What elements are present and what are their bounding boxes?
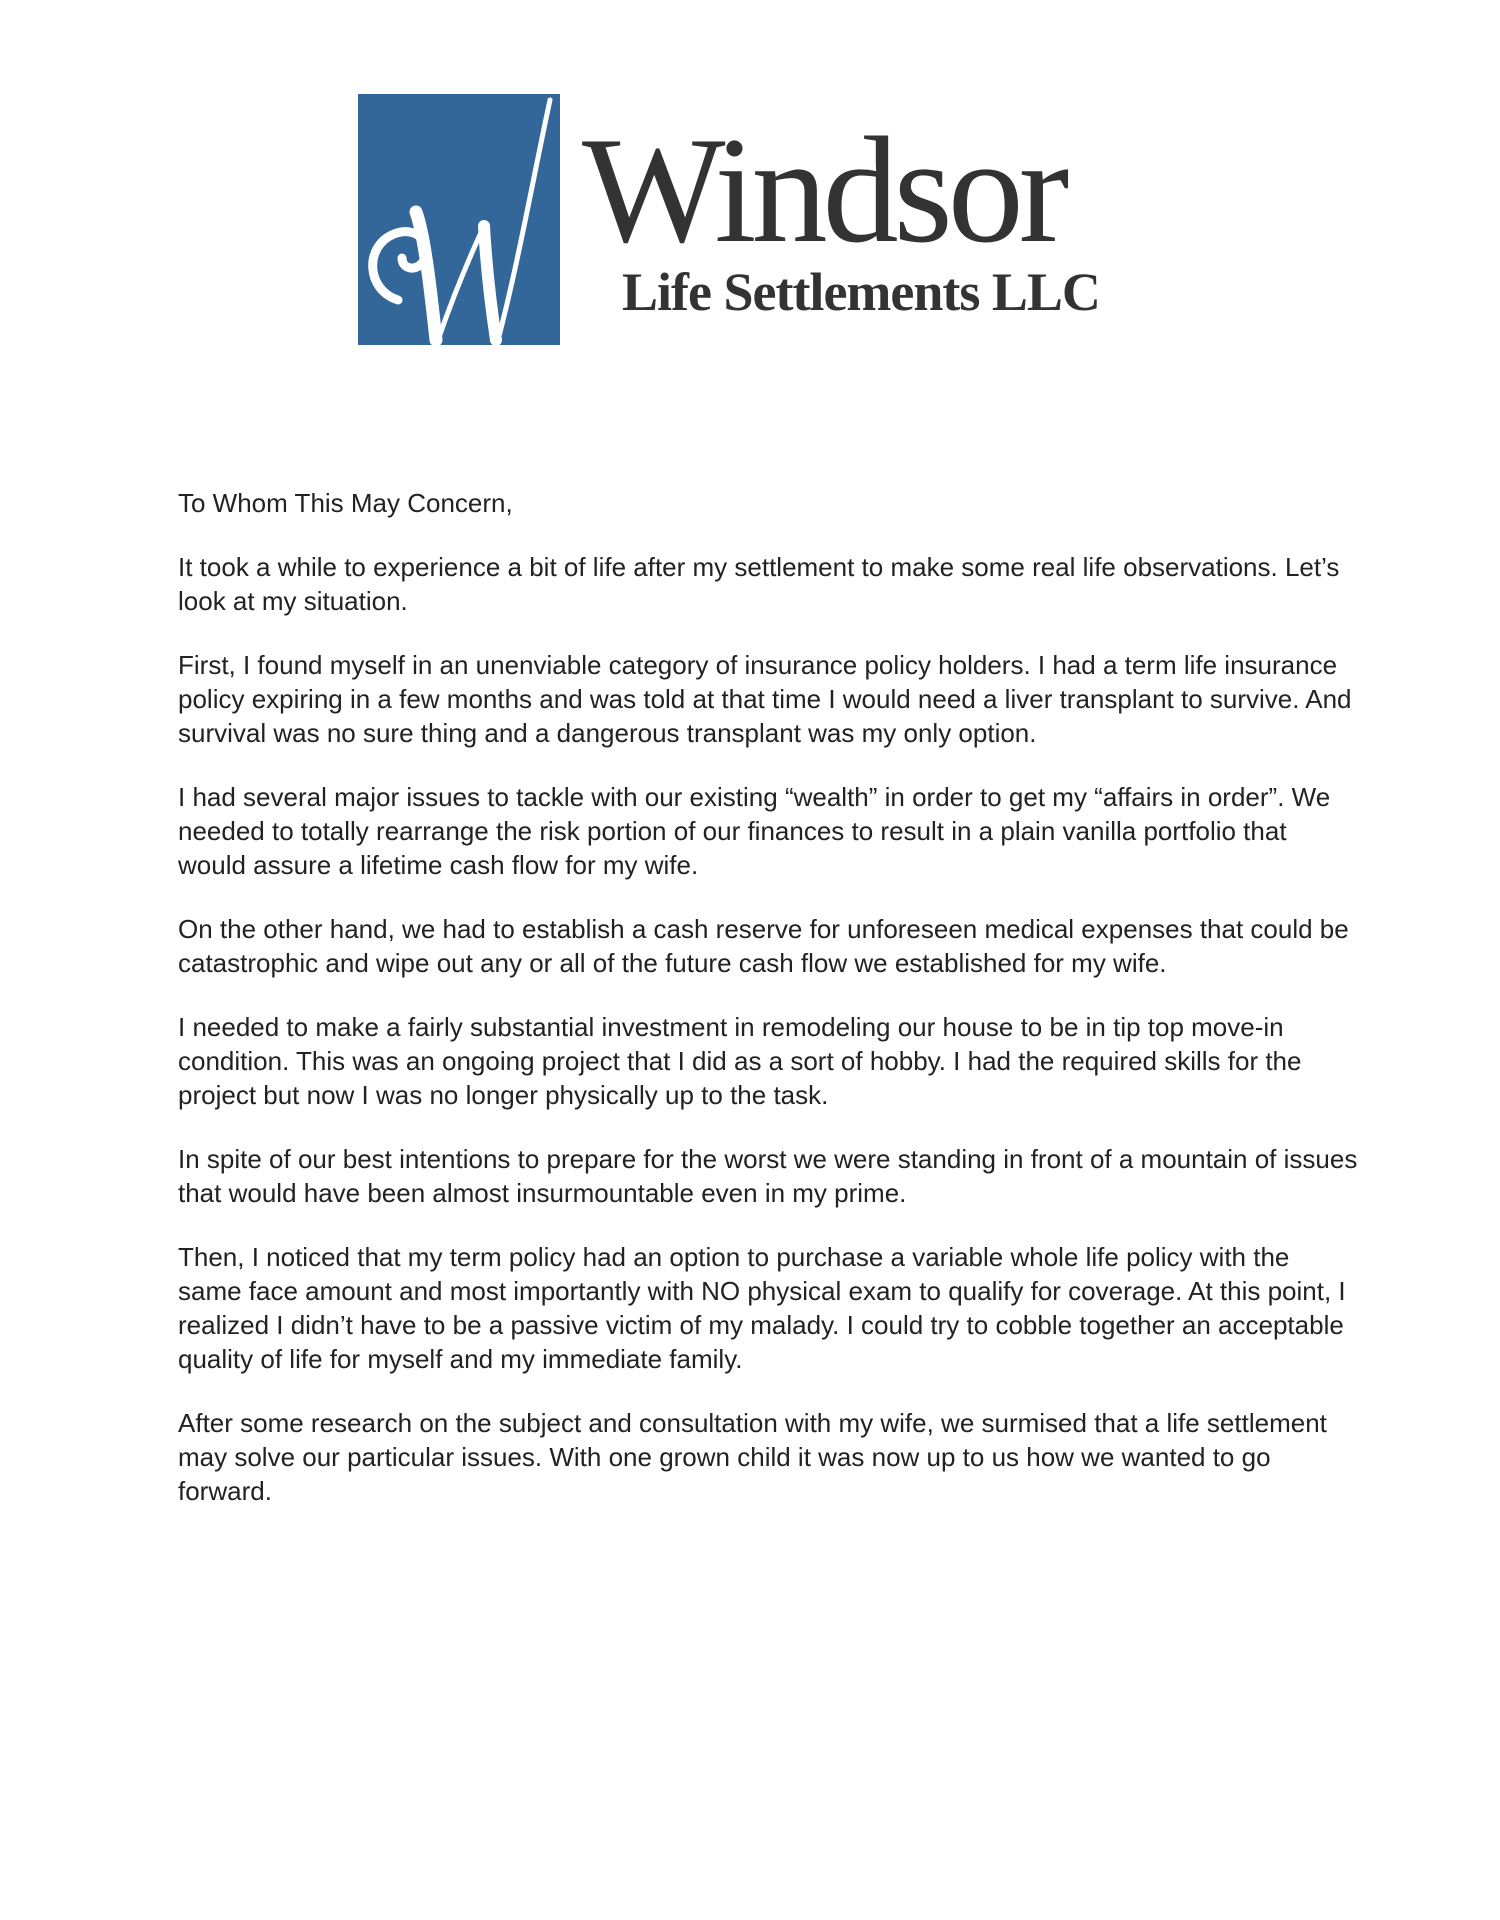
paragraph: First, I found myself in an unenviable category of insurance policy holders. I had a term life insurance policy expiring in a few months and was told at that time I would need a liver transplant to survive. And survival was no sure thing and a dangerous transplant was my only option.: [178, 650, 1352, 748]
company-logo: [358, 94, 1178, 346]
letter-body: [178, 486, 1358, 1538]
paragraph: After some research on the subject and consultation with my wife, we surmised that a life settlement may solve our particular issues. With one grown child it was now up to us how we wanted to go forward.: [178, 1408, 1327, 1506]
paragraph: In spite of our best intentions to prepare for the worst we were standing in front of a mountain of issues that would have been almost insurmountable even in my prime.: [178, 1144, 1358, 1208]
paragraph: Then, I noticed that my term policy had an option to purchase a variable whole life policy with the same face amount and most importantly with NO physical exam to qualify for coverage. At this point, I realized I didn’t have to be a passive victim of my malady. I could try to cobble together an acceptable quality of life for myself and my immediate family.: [178, 1242, 1346, 1374]
paragraph: On the other hand, we had to establish a cash reserve for unforeseen medical expenses that could be catastrophic and wipe out any or all of the future cash flow we established for my wife.: [178, 914, 1349, 978]
paragraph: I had several major issues to tackle with our existing “wealth” in order to get my “affairs in order”. We needed to totally rearrange the risk portion of our finances to result in a plain vanilla portfolio that would assure a lifetime cash flow for my wife.: [178, 782, 1331, 880]
monogram-w-icon: [358, 94, 560, 345]
paragraph: I needed to make a fairly substantial investment in remodeling our house to be in tip top move-in condition. This was an ongoing project that I did as a sort of hobby. I had the required skills for the project but now I was no longer physically up to the task.: [178, 1012, 1302, 1110]
salutation: To Whom This May Concern,: [178, 488, 513, 518]
logo-mark: [358, 94, 560, 345]
logo-subtitle: Life Settlements LLC: [622, 262, 1100, 322]
logo-title: Windsor: [582, 106, 1065, 274]
paragraph: It took a while to experience a bit of life after my settlement to make some real life observations. Let’s look at my situation.: [178, 552, 1340, 616]
logo-wordmark: [580, 94, 1180, 346]
